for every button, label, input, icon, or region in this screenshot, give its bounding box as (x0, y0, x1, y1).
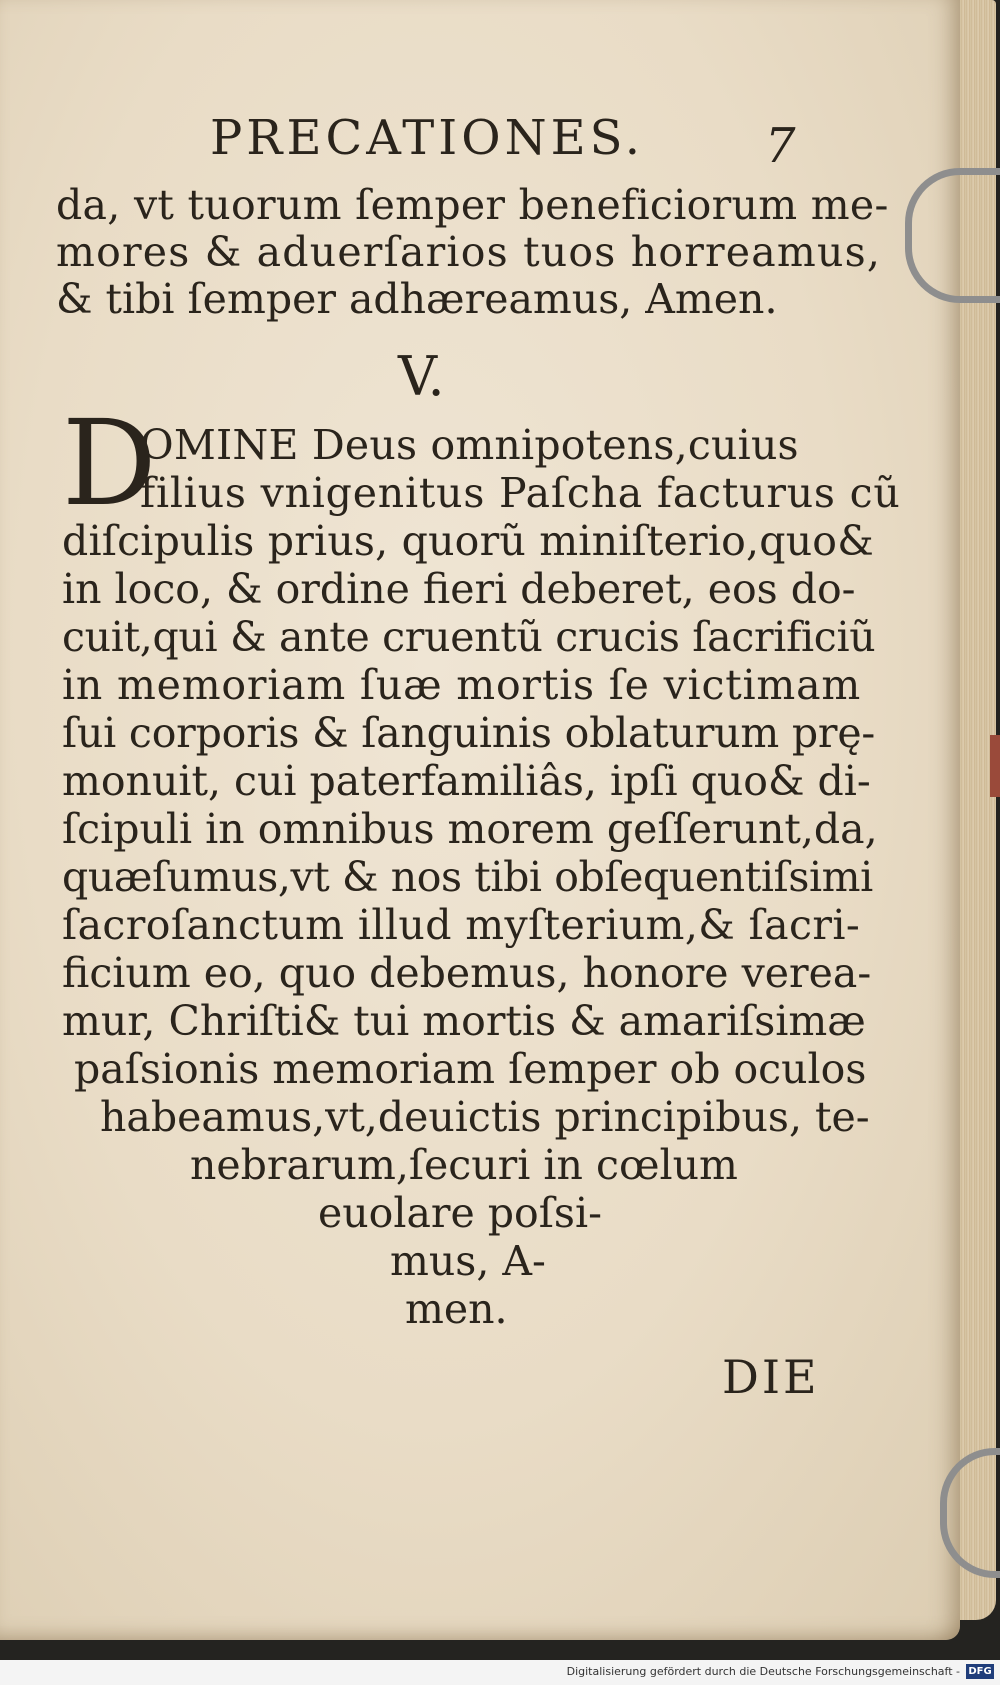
text-line: mus, A- (390, 1237, 546, 1285)
text-line: diſcipulis prius, quorũ miniſterio,quo& (62, 517, 874, 565)
catchword: DIE (722, 1350, 820, 1404)
text-line: euolare poſsi- (318, 1189, 602, 1237)
text-line: mur, Chriſti& tui mortis & amariſsimæ (62, 997, 866, 1045)
text-line: monuit, cui paterfamiliâs, ipſi quo& di- (62, 757, 871, 805)
text-line: habeamus,vt,deuictis principibus, te- (100, 1093, 870, 1141)
dfg-logo-icon: DFG (966, 1664, 994, 1679)
text-line: cuit,qui & ante cruentũ crucis ſacrificiũ (62, 613, 876, 661)
text-line: ficium eo, quo debemus, honore verea- (62, 949, 872, 997)
text-line: ſui corporis & ſanguinis oblaturum prę- (62, 709, 876, 757)
text-line: paſsionis memoriam ſemper ob oculos (74, 1045, 867, 1093)
drop-cap: D (62, 394, 157, 532)
text-line: in memoriam ſuæ mortis ſe victimam (62, 661, 861, 709)
text-line: nebrarum,ſecuri in cœlum (190, 1141, 738, 1189)
text-line: OMINE Deus omnipotens,cuius (140, 421, 799, 469)
running-title: PRECATIONES. (210, 110, 645, 166)
bookmark-ribbon (990, 735, 1000, 797)
text-line: da, vt tuorum ſemper beneficiorum me- (56, 181, 889, 229)
section-number: V. (398, 345, 445, 408)
text-line: & tibi ſemper adhæreamus, Amen. (56, 275, 778, 323)
digitization-footer (0, 1660, 1000, 1685)
text-line: in loco, & ordine fieri deberet, eos do- (62, 565, 856, 613)
footer-credit: Digitalisierung gefördert durch die Deutsche Forschungsgemeinschaft - (566, 1665, 960, 1678)
text-line: quæſumus,vt & nos tibi obſequentiſsimi (62, 853, 873, 901)
text-line: mores & aduerſarios tuos horreamus, (56, 228, 882, 276)
page-number: 7 (765, 118, 796, 174)
text-line: filius vnigenitus Paſcha facturus cũ (140, 469, 901, 517)
text-line: men. (405, 1285, 508, 1333)
text-line: ſcipuli in omnibus morem geſſerunt,da, (62, 805, 878, 853)
text-line: ſacroſanctum illud myſterium,& ſacri- (62, 901, 861, 949)
